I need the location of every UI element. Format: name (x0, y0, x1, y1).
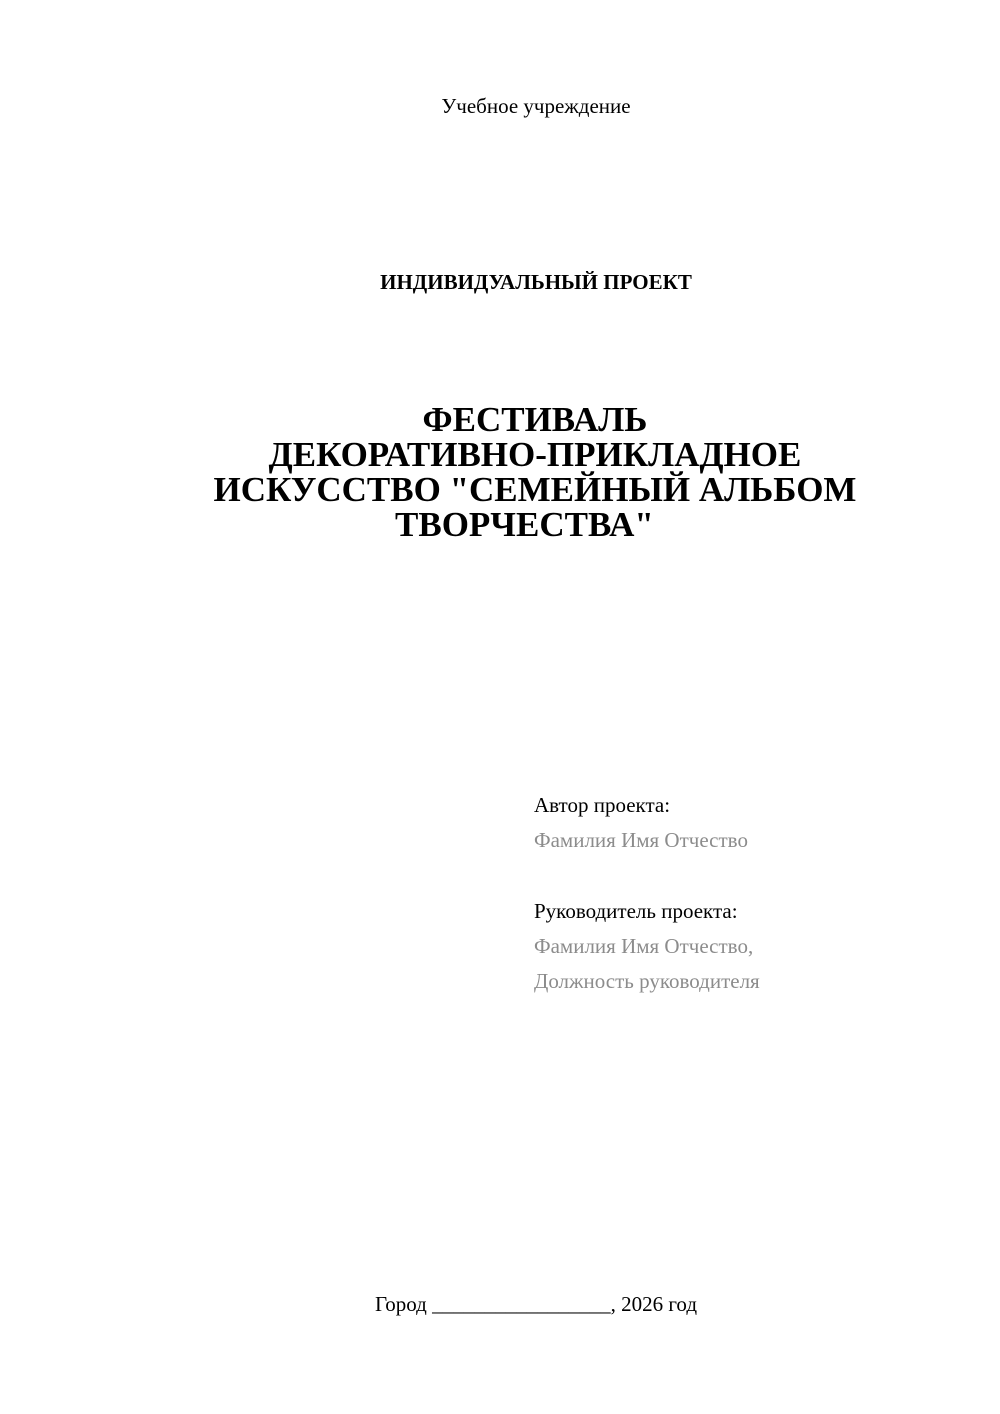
institution-name: Учебное учреждение (441, 94, 631, 118)
project-title (150, 402, 920, 542)
project-title-line: ИСКУССТВО "СЕМЕЙНЫЙ АЛЬБОМ (213, 470, 857, 509)
project-title-line: ДЕКОРАТИВНО-ПРИКЛАДНОЕ (268, 435, 802, 474)
project-title-line: ФЕСТИВАЛЬ (422, 400, 648, 439)
project-title-line: ТВОРЧЕСТВА" (395, 505, 654, 544)
supervisor-position: Должность руководителя (534, 969, 760, 993)
city-year-footer: Город _________________, 2026 год (374, 1292, 698, 1316)
author-label: Автор проекта: (534, 793, 671, 817)
project-info-block (534, 788, 974, 999)
info-spacer (534, 858, 974, 894)
project-type-heading: ИНДИВИДУАЛЬНЫЙ ПРОЕКТ (380, 270, 692, 294)
supervisor-name: Фамилия Имя Отчество, (534, 934, 754, 958)
supervisor-label: Руководитель проекта: (534, 899, 738, 923)
author-name: Фамилия Имя Отчество (534, 828, 748, 852)
